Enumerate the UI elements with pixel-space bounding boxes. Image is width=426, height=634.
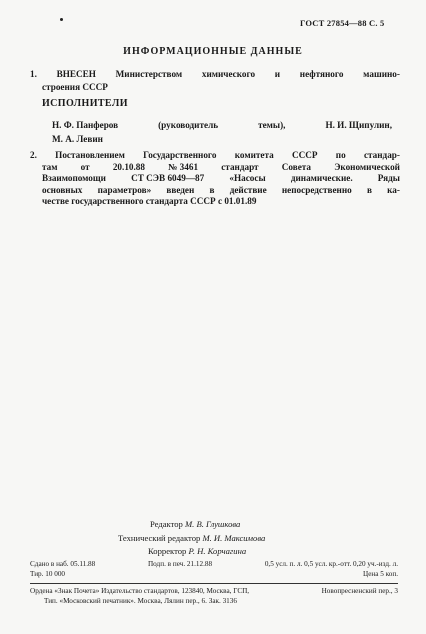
item2-word: от — [80, 161, 90, 172]
item2-word: в — [366, 184, 372, 195]
editor-role: Редактор — [150, 519, 183, 529]
item1-word: машино- — [363, 69, 400, 79]
print-signed-date: Подп. в печ. 21.12.88 — [147, 560, 213, 568]
editors-block — [118, 518, 265, 559]
executor-entry: темы), — [258, 120, 286, 130]
item-number: 2. — [30, 150, 37, 160]
item1-word: и — [274, 69, 281, 79]
typeset-date: Сдано в наб. 05.11.88 — [30, 560, 96, 568]
item1-word: ВНЕСЕН — [56, 69, 96, 79]
publisher-block — [30, 587, 398, 606]
item1-word: химического — [201, 69, 256, 79]
print-run: Тир. 10 000 — [30, 569, 66, 578]
item2-word: стандар- — [363, 150, 400, 160]
item-approved — [30, 150, 400, 208]
item-introduced — [30, 68, 400, 93]
corrector-row — [118, 545, 265, 559]
executor-entry: М. А. Левин — [52, 134, 103, 144]
item2-word: СССР — [291, 150, 318, 160]
item2-word: Ряды — [377, 173, 400, 184]
item2-word: СТ СЭВ 6049—87 — [131, 173, 205, 184]
tech-editor-row — [118, 532, 265, 546]
item2-word: ка- — [387, 184, 400, 195]
editor-name: М. В. Глушкова — [185, 519, 241, 529]
imprint-block — [30, 560, 398, 579]
item1-word: нефтяного — [299, 69, 344, 79]
corrector-role: Корректор — [148, 546, 187, 556]
item2-word: параметров» — [97, 184, 152, 195]
item2-word: действие — [229, 184, 267, 195]
item2-word: основных — [42, 184, 83, 195]
divider — [30, 583, 398, 584]
item2-word: там — [42, 161, 58, 172]
item2-word: в — [209, 184, 215, 195]
executor-entry: (руководитель — [158, 120, 219, 130]
item2-word: непосредственно — [281, 184, 352, 195]
editor-row — [118, 518, 265, 532]
corrector-name: Р. Н. Корчагина — [188, 546, 247, 556]
section-title: ИНФОРМАЦИОННЫЕ ДАННЫЕ — [123, 46, 303, 57]
item2-word: «Насосы — [229, 173, 266, 184]
item2-line5: честве государственного стандарта СССР с 01.01.89 — [42, 196, 257, 207]
price: Цена 5 коп. — [363, 569, 398, 578]
item2-word: № 3461 — [168, 161, 199, 172]
item1-word: Министерством — [115, 69, 183, 79]
item2-word: Экономической — [334, 161, 400, 172]
printing-house: Тип. «Московский печатник». Москва, Лялин пер., 6. Зак. 3136 — [44, 596, 237, 605]
tech-editor-name: М. И. Максимова — [202, 532, 266, 543]
item2-word: по — [335, 150, 346, 160]
item1-line2: строения СССР — [42, 81, 108, 92]
item2-word: введен — [166, 184, 195, 195]
item2-word: комитета — [234, 150, 274, 160]
executors-list — [52, 118, 392, 146]
publisher-address: Новопресненский пер., 3 — [321, 587, 398, 595]
print-speck — [60, 18, 63, 21]
item2-word: стандарт — [221, 161, 259, 172]
item2-word: Постановлением — [55, 150, 125, 160]
item-number: 1. — [30, 69, 37, 79]
executors-heading: ИСПОЛНИТЕЛИ — [42, 98, 128, 109]
item2-word: Взаимопомощи — [42, 173, 106, 184]
item2-word: 20.10.88 — [112, 161, 145, 172]
executor-entry: Н. Ф. Панферов — [52, 120, 119, 130]
publisher-name: Ордена «Знак Почета» Издательство стандартов, 123840, Москва, ГСП, — [30, 587, 250, 595]
item2-word: Совета — [281, 161, 312, 172]
item2-word: Государственного — [143, 150, 217, 160]
tech-editor-role: Технический редактор — [118, 532, 201, 543]
standard-reference: ГОСТ 27854—88 С. 5 — [300, 18, 385, 28]
print-volume: 0,5 усл. п. л. 0,5 усл. кр.-отт. 0,20 уч.-изд. л. — [264, 560, 398, 568]
item2-word: динамические. — [290, 173, 353, 184]
executor-entry: Н. И. Щипулин, — [325, 120, 392, 130]
